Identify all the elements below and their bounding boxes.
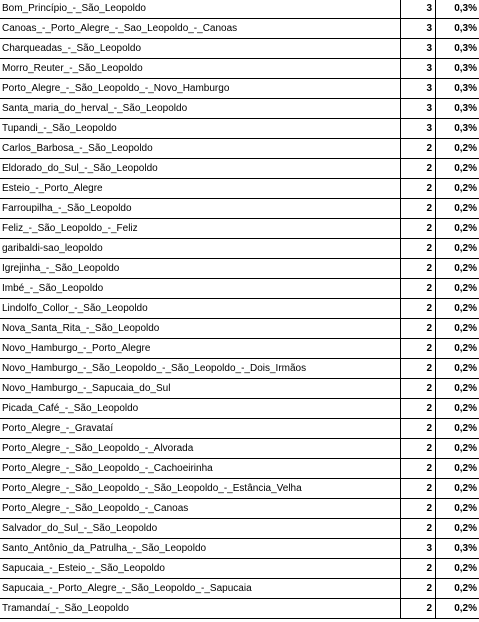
table-row	[0, 259, 479, 279]
count-cell[interactable]: 2	[401, 259, 436, 279]
route-name-cell[interactable]: Farroupilha_-_São_Leopoldo	[0, 199, 401, 219]
table-row	[0, 579, 479, 599]
count-cell[interactable]: 2	[401, 559, 436, 579]
count-cell[interactable]: 2	[401, 479, 436, 499]
percentage-cell[interactable]: 0,2%	[436, 499, 479, 519]
count-cell[interactable]: 2	[401, 439, 436, 459]
table-row	[0, 159, 479, 179]
count-cell[interactable]: 2	[401, 219, 436, 239]
percentage-cell[interactable]: 0,2%	[436, 179, 479, 199]
route-name-cell[interactable]: Tramandaí_-_São_Leopoldo	[0, 599, 401, 619]
table-row	[0, 599, 479, 619]
table-row	[0, 19, 479, 39]
table-row	[0, 299, 479, 319]
count-cell[interactable]: 2	[401, 399, 436, 419]
percentage-cell[interactable]: 0,2%	[436, 439, 479, 459]
count-cell[interactable]: 3	[401, 39, 436, 59]
table-row	[0, 79, 479, 99]
percentage-cell[interactable]: 0,3%	[436, 79, 479, 99]
route-name-cell[interactable]: Feliz_-_São_Leopoldo_-_Feliz	[0, 219, 401, 239]
table-row	[0, 59, 479, 79]
route-name-cell[interactable]: Tupandi_-_São_Leopoldo	[0, 119, 401, 139]
table-row	[0, 199, 479, 219]
percentage-cell[interactable]: 0,2%	[436, 579, 479, 599]
count-cell[interactable]: 2	[401, 599, 436, 619]
table-row	[0, 499, 479, 519]
table-row	[0, 379, 479, 399]
route-name-cell[interactable]: Novo_Hamburgo_-_São_Leopoldo_-_São_Leopoldo_-_Dois_Irmãos	[0, 359, 401, 379]
count-cell[interactable]: 3	[401, 79, 436, 99]
percentage-cell[interactable]: 0,3%	[436, 119, 479, 139]
count-cell[interactable]: 2	[401, 519, 436, 539]
percentage-cell[interactable]: 0,2%	[436, 159, 479, 179]
table-row	[0, 559, 479, 579]
route-name-cell[interactable]: Morro_Reuter_-_São_Leopoldo	[0, 59, 401, 79]
route-name-cell[interactable]: Bom_Princípio_-_São_Leopoldo	[0, 0, 401, 19]
route-name-cell[interactable]: Imbé_-_São_Leopoldo	[0, 279, 401, 299]
table-row	[0, 439, 479, 459]
route-name-cell[interactable]: Sapucaia_-_Porto_Alegre_-_São_Leopoldo_-_Sapucaia	[0, 579, 401, 599]
count-cell[interactable]: 2	[401, 299, 436, 319]
table-row	[0, 179, 479, 199]
count-cell[interactable]: 3	[401, 99, 436, 119]
percentage-cell[interactable]: 0,2%	[436, 419, 479, 439]
count-cell[interactable]: 3	[401, 59, 436, 79]
percentage-cell[interactable]: 0,2%	[436, 379, 479, 399]
count-cell[interactable]: 2	[401, 199, 436, 219]
table-row	[0, 139, 479, 159]
count-cell[interactable]: 2	[401, 499, 436, 519]
percentage-cell[interactable]: 0,2%	[436, 319, 479, 339]
table-row	[0, 319, 479, 339]
route-name-cell[interactable]: Santa_maria_do_herval_-_São_Leopoldo	[0, 99, 401, 119]
route-name-cell[interactable]: Porto_Alegre_-_São_Leopoldo_-_Alvorada	[0, 439, 401, 459]
route-name-cell[interactable]: Picada_Café_-_São_Leopoldo	[0, 399, 401, 419]
table-row	[0, 219, 479, 239]
route-name-cell[interactable]: Lindolfo_Collor_-_São_Leopoldo	[0, 299, 401, 319]
percentage-cell[interactable]: 0,2%	[436, 479, 479, 499]
percentage-cell[interactable]: 0,2%	[436, 339, 479, 359]
route-name-cell[interactable]: Esteio_-_Porto_Alegre	[0, 179, 401, 199]
table-row	[0, 39, 479, 59]
route-name-cell[interactable]: Porto_Alegre_-_São_Leopoldo_-_Canoas	[0, 499, 401, 519]
count-cell[interactable]: 2	[401, 139, 436, 159]
route-name-cell[interactable]: Nova_Santa_Rita_-_São_Leopoldo	[0, 319, 401, 339]
percentage-cell[interactable]: 0,2%	[436, 359, 479, 379]
percentage-cell[interactable]: 0,3%	[436, 0, 479, 19]
count-cell[interactable]: 2	[401, 159, 436, 179]
route-name-cell[interactable]: Porto_Alegre_-_São_Leopoldo_-_Novo_Hamburgo	[0, 79, 401, 99]
percentage-cell[interactable]: 0,2%	[436, 279, 479, 299]
percentage-cell[interactable]: 0,2%	[436, 259, 479, 279]
percentage-cell[interactable]: 0,3%	[436, 539, 479, 559]
count-cell[interactable]: 3	[401, 539, 436, 559]
table-row	[0, 0, 479, 19]
count-cell[interactable]: 2	[401, 379, 436, 399]
percentage-cell[interactable]: 0,2%	[436, 519, 479, 539]
count-cell[interactable]: 2	[401, 319, 436, 339]
percentage-cell[interactable]: 0,2%	[436, 199, 479, 219]
table-row	[0, 539, 479, 559]
count-cell[interactable]: 2	[401, 279, 436, 299]
route-name-cell[interactable]: Novo_Hamburgo_-_Sapucaia_do_Sul	[0, 379, 401, 399]
count-cell[interactable]: 2	[401, 179, 436, 199]
route-name-cell[interactable]: Igrejinha_-_São_Leopoldo	[0, 259, 401, 279]
route-name-cell[interactable]: Novo_Hamburgo_-_Porto_Alegre	[0, 339, 401, 359]
count-cell[interactable]: 2	[401, 459, 436, 479]
route-name-cell[interactable]: Salvador_do_Sul_-_São_Leopoldo	[0, 519, 401, 539]
table-row	[0, 99, 479, 119]
count-cell[interactable]: 2	[401, 339, 436, 359]
route-name-cell[interactable]: Porto_Alegre_-_São_Leopoldo_-_São_Leopoldo_-_Estância_Velha	[0, 479, 401, 499]
route-name-cell[interactable]: garibaldi-sao_leopoldo	[0, 239, 401, 259]
route-name-cell[interactable]: Porto_Alegre_-_Gravataí	[0, 419, 401, 439]
count-cell[interactable]: 3	[401, 0, 436, 19]
percentage-cell[interactable]: 0,2%	[436, 139, 479, 159]
route-name-cell[interactable]: Charqueadas_-_São_Leopoldo	[0, 39, 401, 59]
route-name-cell[interactable]: Santo_Antônio_da_Patrulha_-_São_Leopoldo	[0, 539, 401, 559]
table-row	[0, 459, 479, 479]
count-cell[interactable]: 3	[401, 119, 436, 139]
table-row	[0, 119, 479, 139]
table-row	[0, 239, 479, 259]
route-name-cell[interactable]: Canoas_-_Porto_Alegre_-_Sao_Leopoldo_-_Canoas	[0, 19, 401, 39]
percentage-cell[interactable]: 0,2%	[436, 559, 479, 579]
route-name-cell[interactable]: Porto_Alegre_-_São_Leopoldo_-_Cachoeirinha	[0, 459, 401, 479]
percentage-cell[interactable]: 0,3%	[436, 39, 479, 59]
count-cell[interactable]: 2	[401, 419, 436, 439]
percentage-cell[interactable]: 0,3%	[436, 99, 479, 119]
route-name-cell[interactable]: Carlos_Barbosa_-_São_Leopoldo	[0, 139, 401, 159]
table-row	[0, 279, 479, 299]
count-cell[interactable]: 2	[401, 239, 436, 259]
percentage-cell[interactable]: 0,2%	[436, 219, 479, 239]
table-row	[0, 479, 479, 499]
count-cell[interactable]: 3	[401, 19, 436, 39]
percentage-cell[interactable]: 0,3%	[436, 19, 479, 39]
table-row	[0, 399, 479, 419]
count-cell[interactable]: 2	[401, 579, 436, 599]
table-row	[0, 359, 479, 379]
percentage-cell[interactable]: 0,2%	[436, 299, 479, 319]
percentage-cell[interactable]: 0,2%	[436, 459, 479, 479]
table-row	[0, 519, 479, 539]
count-cell[interactable]: 2	[401, 359, 436, 379]
percentage-cell[interactable]: 0,2%	[436, 599, 479, 619]
percentage-cell[interactable]: 0,2%	[436, 239, 479, 259]
percentage-cell[interactable]: 0,2%	[436, 399, 479, 419]
route-name-cell[interactable]: Eldorado_do_Sul_-_São_Leopoldo	[0, 159, 401, 179]
percentage-cell[interactable]: 0,3%	[436, 59, 479, 79]
table-row	[0, 419, 479, 439]
route-name-cell[interactable]: Sapucaia_-_Esteio_-_São_Leopoldo	[0, 559, 401, 579]
table-row	[0, 339, 479, 359]
